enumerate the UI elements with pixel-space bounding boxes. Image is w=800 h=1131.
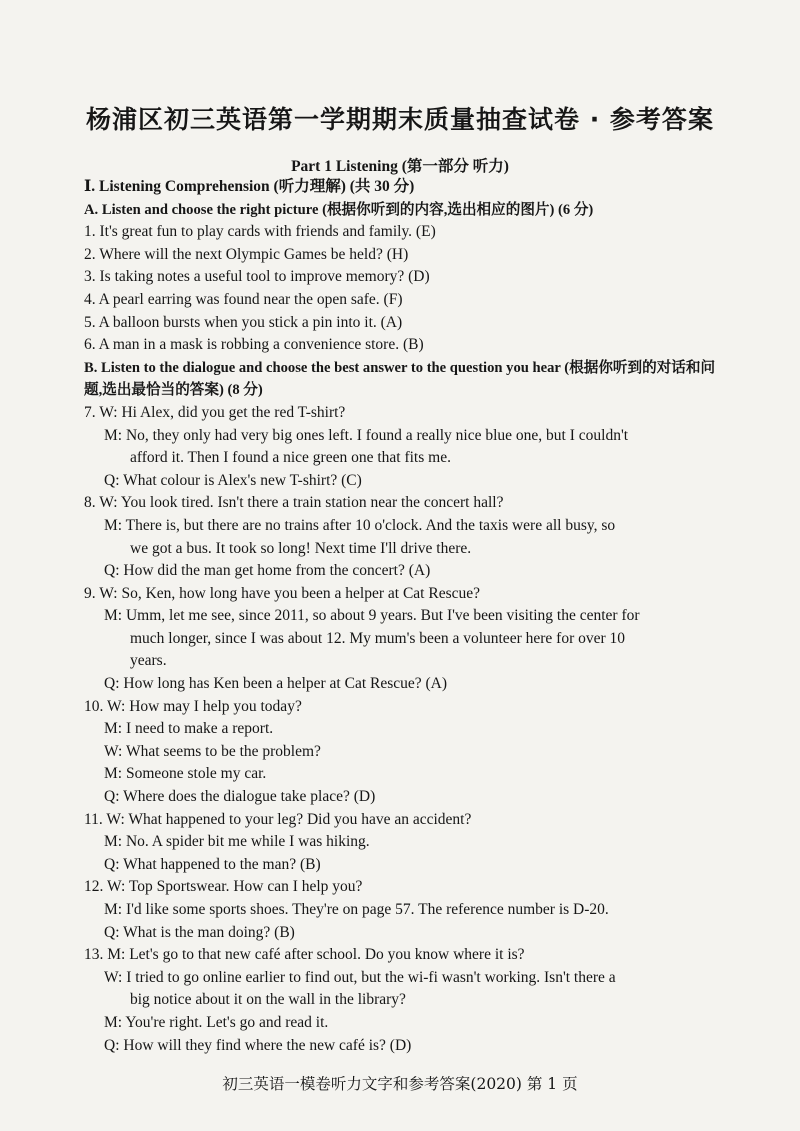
dialogue-line: M: I'd like some sports shoes. They're on page 57. The reference number is D-20. [104,901,609,918]
page-footer: 初三英语一模卷听力文字和参考答案(2020) 第 1 页 [222,1075,578,1093]
dialogue-line: M: Someone stole my car. [104,765,267,783]
dialogue-line: big notice about it on the wall in the library? [130,991,406,1009]
dialogue-line: Q: What is the man doing? (B) [104,923,295,941]
dialogue-line: M: Umm, let me see, since 2011, so about 9 years. But I've been visiting the center for [104,607,640,625]
dialogue-line: 13. M: Let's go to that new café after school. Do you know where it is? [84,946,525,964]
section-heading: Ⅰ. Listening Comprehension (听力理解) (共 30 分) [84,178,415,195]
dialogue-line: 12. W: Top Sportswear. How can I help you? [84,878,363,896]
list-item: 4. A pearl earring was found near the open safe. (F) [84,290,403,308]
dialogue-line: Q: How long has Ken been a helper at Cat Rescue? (A) [104,675,448,693]
section-b-dialogues [84,402,724,1057]
section-b-heading: B. Listen to the dialogue and choose the best answer to the question you hear (根据你听到的对话和问题,选出最恰当的答案) (8 分) [84,359,716,399]
list-item: 5. A balloon bursts when you stick a pin into it. (A) [84,313,403,331]
dialogue-line: 10. W: How may I help you today? [84,697,302,715]
dialogue-line: Q: How did the man get home from the concert? (A) [104,562,431,580]
section-a-heading: A. Listen and choose the right picture (根据你听到的内容,选出相应的图片) (6 分) [84,201,594,218]
dialogue-line: 11. W: What happened to your leg? Did you have an accident? [84,810,472,828]
dialogue-line: 9. W: So, Ken, how long have you been a helper at Cat Rescue? [84,584,480,602]
dialogue-line: Q: Where does the dialogue take place? (D) [104,788,376,806]
dialogue-line: 8. W: You look tired. Isn't there a train station near the concert hall? [84,494,504,512]
dialogue-line: afford it. Then I found a nice green one that fits me. [130,449,451,467]
list-item: 2. Where will the next Olympic Games be held? (H) [84,245,409,263]
list-item: 1. It's great fun to play cards with friends and family. (E) [84,223,436,241]
dialogue-line: Q: How will they find where the new café is? (D) [104,1036,412,1054]
dialogue-line: much longer, since I was about 12. My mum's been a volunteer here for over 10 [130,629,626,647]
dialogue-line: 7. W: Hi Alex, did you get the red T-shirt? [84,403,346,421]
page-title: 杨浦区初三英语第一学期期末质量抽查试卷 · 参考答案 [86,105,714,134]
dialogue-line: years. [130,652,167,670]
part-heading: Part 1 Listening (第一部分 听力) [291,158,509,175]
content-body [84,176,724,1057]
dialogue-line: we got a bus. It took so long! Next time I'll drive there. [130,539,472,557]
dialogue-line: Q: What happened to the man? (B) [104,855,321,873]
dialogue-line: M: There is, but there are no trains after 10 o'clock. And the taxis were all busy, so [104,516,616,534]
dialogue-line: W: I tried to go online earlier to find out, but the wi-fi wasn't working. Isn't there a [104,968,616,986]
dialogue-line: W: What seems to be the problem? [104,742,321,760]
dialogue-line: M: You're right. Let's go and read it. [104,1013,329,1031]
dialogue-line: M: I need to make a report. [104,720,274,738]
list-item: 3. Is taking notes a useful tool to improve memory? (D) [84,268,430,286]
section-a-items [84,221,724,357]
dialogue-line: M: No, they only had very big ones left. I found a really nice blue one, but I couldn't [104,426,629,444]
dialogue-line: Q: What colour is Alex's new T-shirt? (C) [104,471,362,489]
dialogue-line: M: No. A spider bit me while I was hiking. [104,833,370,851]
list-item: 6. A man in a mask is robbing a convenience store. (B) [84,336,424,354]
